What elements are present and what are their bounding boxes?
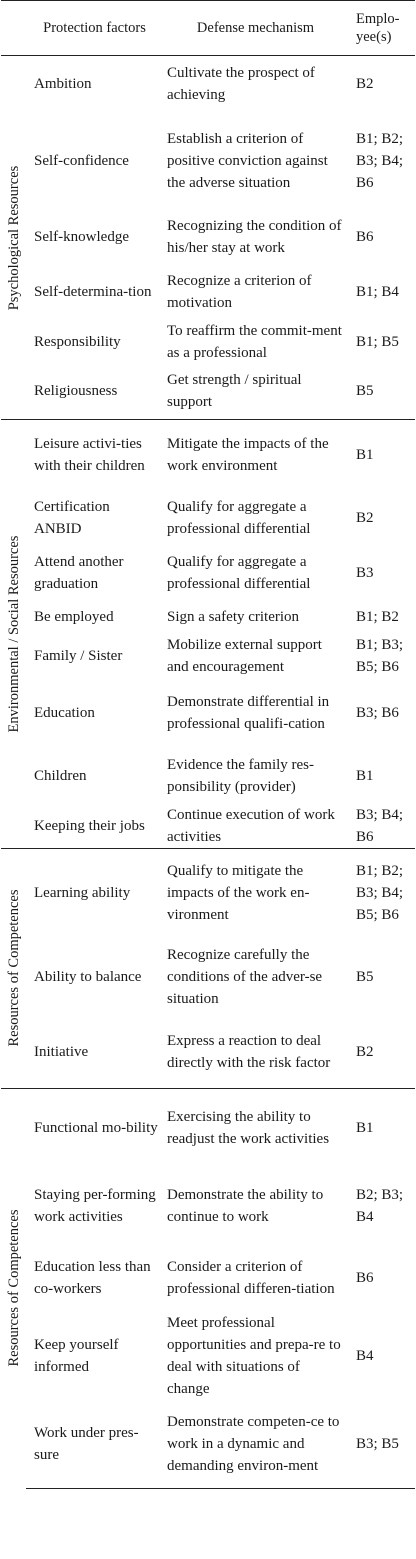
employees-cell: B1 — [348, 1088, 415, 1168]
defense-mechanism-cell: Qualify to mitigate the impacts of the work en-vironment — [163, 848, 348, 938]
table-row — [1, 320, 415, 364]
table-row — [1, 938, 415, 1016]
table-row — [1, 112, 415, 210]
employees-cell: B1 — [356, 767, 374, 784]
group-label-cell — [1, 420, 26, 849]
employees-cell: B1; B4 — [356, 283, 399, 300]
protection-factor-cell: Keeping their jobs — [34, 817, 145, 834]
header-defense-mechanism: Defense mechanism — [163, 1, 348, 56]
defense-mechanism-cell: Consider a criterion of professional differen-tiation — [167, 1259, 335, 1297]
employees-cell: B1 — [348, 420, 415, 490]
employees-cell: B1; B5 — [356, 333, 399, 350]
table-row — [1, 1168, 415, 1244]
defense-mechanism-cell: Mobilize external support and encouragement — [167, 636, 322, 675]
protection-factor-cell: Responsibility — [34, 333, 121, 350]
table-row — [1, 210, 415, 264]
defense-mechanism-cell: Cultivate the prospect of achieving — [163, 56, 348, 112]
employees-cell: B5 — [356, 969, 374, 985]
group-label: Psychological Resources — [5, 165, 22, 310]
table-row — [1, 1088, 415, 1168]
defense-mechanism-cell: Demonstrate competen-ce to work in a dynamic and demanding environ-ment — [163, 1400, 348, 1488]
header-group-spacer — [1, 1, 26, 56]
employees-cell: B2 — [356, 1043, 374, 1060]
group-label-cell — [1, 1088, 26, 1488]
protection-factor-cell: Be employed — [34, 608, 114, 625]
defense-mechanism-cell: Continue execution of work activities — [167, 806, 335, 845]
header-employees-text: Emplo- yee(s) — [356, 11, 400, 45]
defense-mechanism-cell: Express a reaction to deal directly with the risk factor — [167, 1032, 331, 1071]
table-row — [1, 1312, 415, 1400]
employees-cell: B1; B3; B5; B6 — [356, 636, 404, 675]
employees-cell: B6 — [356, 1270, 374, 1286]
protection-factor-cell: Keep yourself informed — [34, 1337, 119, 1375]
protection-factor-cell: Family / Sister — [34, 647, 123, 664]
employees-cell: B2 — [348, 56, 415, 112]
protection-factor-cell: Self-determina-tion — [34, 283, 152, 300]
table-row — [1, 490, 415, 546]
employees-cell: B3; B4; B6 — [356, 806, 404, 845]
group-label: Resources of Competences — [5, 1209, 22, 1367]
protection-factor-cell: Certification ANBID — [34, 498, 110, 537]
protection-factors-table — [1, 0, 415, 1489]
group-label-cell — [1, 56, 26, 420]
header-row — [1, 1, 415, 56]
group-label: Environmental / Social Resources — [5, 535, 22, 733]
header-employees — [348, 1, 415, 56]
defense-mechanism-cell: Qualify for aggregate a professional differential — [167, 553, 311, 592]
employees-cell: B6 — [356, 228, 374, 245]
defense-mechanism-cell: Exercising the ability to readjust the work activities — [163, 1088, 348, 1168]
employees-cell: B3 — [356, 564, 374, 581]
protection-factor-cell: Staying per-forming work activities — [34, 1187, 156, 1225]
table-row — [1, 264, 415, 320]
employees-cell: B2; B3; B4 — [356, 1187, 404, 1225]
protection-factor-cell: Education less than co-workers — [34, 1259, 151, 1297]
table-row — [1, 804, 415, 849]
defense-mechanism-cell: Recognizing the condition of his/her stay at work — [167, 217, 342, 256]
protection-factor-cell: Children — [34, 767, 87, 784]
protection-factor-cell: Work under pres-sure — [26, 1400, 163, 1488]
table-body — [1, 56, 415, 1489]
employees-cell: B1; B2; B3; B4; B6 — [356, 130, 404, 191]
employees-cell: B2 — [356, 509, 374, 526]
defense-mechanism-cell: Get strength / spiritual support — [167, 372, 302, 411]
employees-cell: B1; B2 — [356, 608, 399, 625]
group-label: Resources of Competences — [5, 889, 22, 1047]
defense-mechanism-cell: Meet professional opportunities and prepa-re to deal with situations of change — [167, 1315, 341, 1397]
table-row — [1, 364, 415, 420]
defense-mechanism-cell: Qualify for aggregate a professional differential — [167, 498, 311, 537]
protection-factor-cell: Initiative — [34, 1043, 89, 1060]
protection-factor-cell: Leisure activi-ties with their children — [26, 420, 163, 490]
protection-factor-cell: Ambition — [26, 56, 163, 112]
table-row — [1, 1400, 415, 1488]
defense-mechanism-cell: Demonstrate the ability to continue to work — [167, 1187, 324, 1225]
defense-mechanism-cell: Recognize a criterion of motivation — [167, 272, 312, 311]
defense-mechanism-cell: Establish a criterion of positive conviction against the adverse situation — [167, 130, 328, 191]
protection-factor-cell: Education — [34, 704, 95, 721]
defense-mechanism-cell: Demonstrate differential in professional qualifi-cation — [167, 693, 330, 732]
protection-factor-cell: Attend another graduation — [34, 553, 124, 592]
table-row — [1, 56, 415, 112]
employees-cell: B3; B6 — [356, 704, 399, 721]
table-row — [1, 748, 415, 804]
defense-mechanism-cell: Sign a safety criterion — [167, 608, 300, 625]
employees-cell: B1; B2; B3; B4; B5; B6 — [348, 848, 415, 938]
employees-cell: B5 — [356, 383, 374, 400]
defense-mechanism-cell: Mitigate the impacts of the work environment — [163, 420, 348, 490]
protection-factor-cell: Self-confidence — [34, 152, 129, 169]
protection-factor-cell: Learning ability — [26, 848, 163, 938]
protection-factor-cell: Religiousness — [34, 383, 118, 400]
table-row — [1, 1016, 415, 1088]
table-row — [1, 546, 415, 600]
table-row — [1, 600, 415, 634]
header-protection-factors: Protection factors — [26, 1, 163, 56]
protection-factor-cell: Ability to balance — [34, 969, 142, 985]
table-row — [1, 1244, 415, 1312]
group-label-cell — [1, 848, 26, 1088]
employees-cell: B4 — [356, 1348, 374, 1364]
table-row — [1, 848, 415, 938]
table-row — [1, 420, 415, 490]
defense-mechanism-cell: Evidence the family res-ponsibility (provider) — [167, 756, 315, 795]
employees-cell: B3; B5 — [348, 1400, 415, 1488]
defense-mechanism-cell: To reaffirm the commit-ment as a professional — [167, 322, 342, 361]
protection-factor-cell: Functional mo-bility — [26, 1088, 163, 1168]
table-row — [1, 678, 415, 748]
defense-mechanism-cell: Recognize carefully the conditions of the adver-se situation — [167, 947, 323, 1007]
table-row — [1, 634, 415, 678]
protection-factor-cell: Self-knowledge — [34, 228, 129, 245]
